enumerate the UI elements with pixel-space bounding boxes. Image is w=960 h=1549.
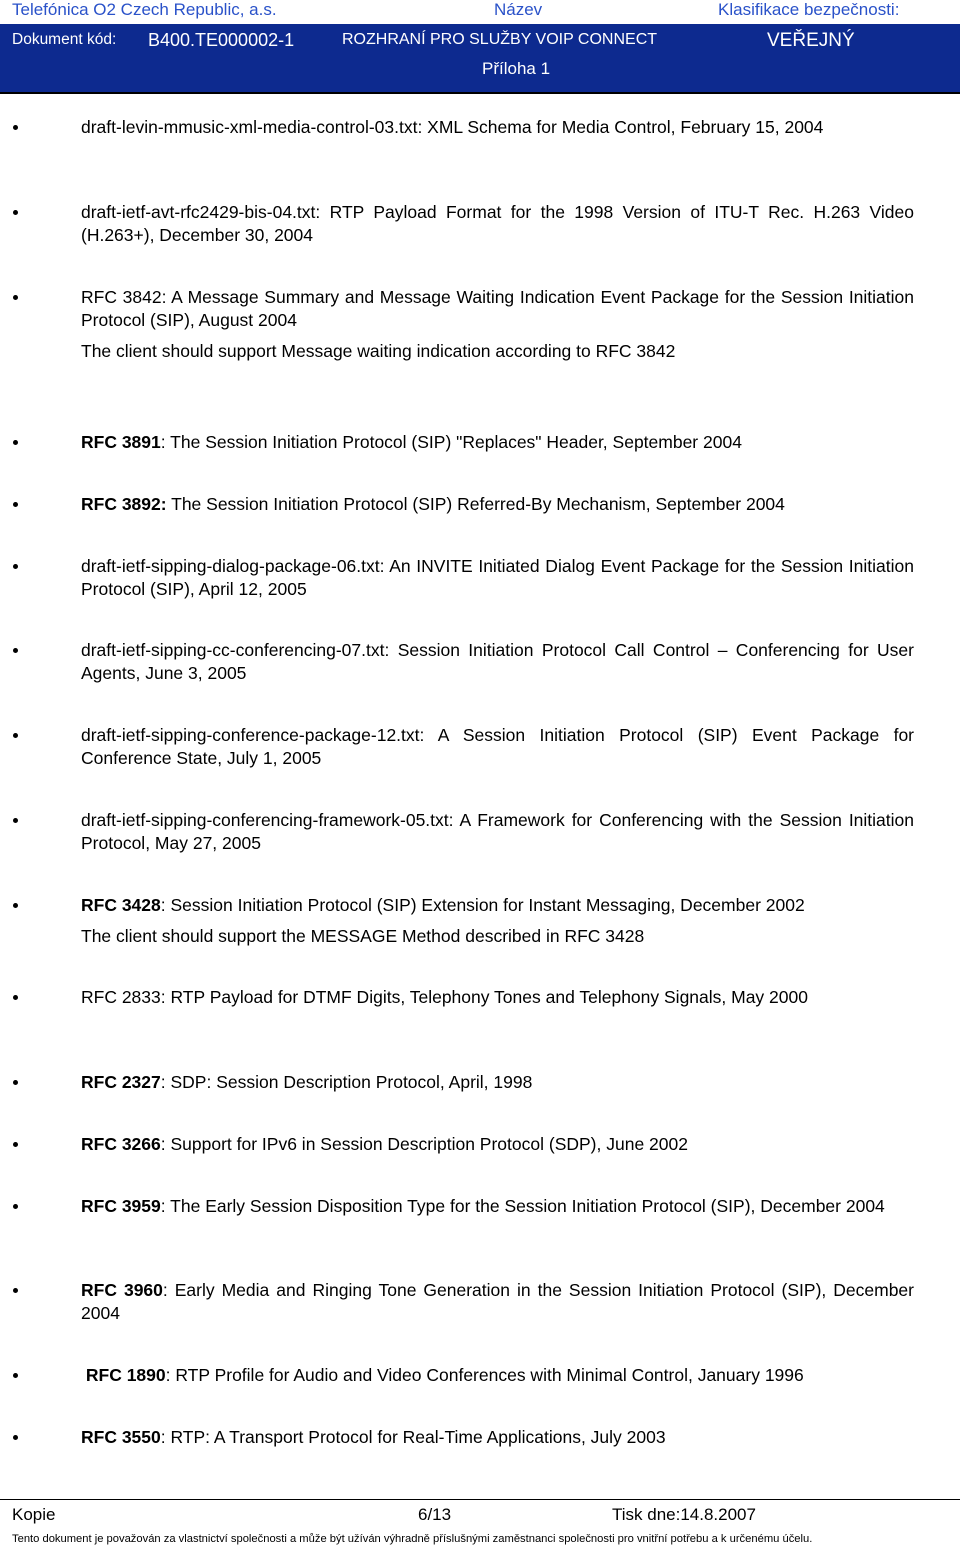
list-item [81, 639, 914, 685]
footer-page-number: 6/13 [418, 1505, 452, 1524]
footer-copy: Kopie [12, 1505, 56, 1524]
list-item [81, 286, 914, 363]
list-item: RFC 3428: Session Initiation Protocol (SIP) Extension for Instant Messaging, December 2002 The client should support the MESSAGE Method described in RFC 3428 [81, 894, 914, 948]
footer-ownership-note: Tento dokument je považován za vlastnictví společnosti a může být užíván výhradně příslušnými zaměstnanci společnosti pro vnitřní potřebu a k určenému účelu. [12, 1533, 813, 1545]
bullet-icon [13, 1080, 18, 1085]
item-text: draft-ietf-sipping-conferencing-framework-05.txt: A Framework for Conferencing with the Session Initiation Protocol, May 27, 2005 [81, 810, 914, 853]
name-label: Název [494, 0, 543, 19]
item-note: The client should support Message waiting indication according to RFC 3842 [81, 341, 676, 361]
bullet-icon [13, 1373, 18, 1378]
list-item [81, 809, 914, 855]
bullet-icon [13, 210, 18, 215]
list-item: RFC 1890: RTP Profile for Audio and Video Conferences with Minimal Control, January 1996 [81, 1364, 914, 1387]
list-item: RFC 3266: Support for IPv6 in Session Description Protocol (SDP), June 2002 [81, 1133, 914, 1156]
header-top-bar [0, 0, 960, 22]
footer-print-date: Tisk dne:14.8.2007 [612, 1505, 756, 1524]
item-note: The client should support the MESSAGE Method described in RFC 3428 [81, 926, 645, 946]
list-item [81, 116, 914, 139]
bullet-icon [13, 1435, 18, 1440]
item-text: : The Early Session Disposition Type for the Session Initiation Protocol (SIP), December 2004 [160, 1196, 885, 1216]
item-text: draft-levin-mmusic-xml-media-control-03.txt: XML Schema for Media Control, February 15, 2004 [81, 117, 824, 137]
item-text: draft-ietf-sipping-dialog-package-06.txt: An INVITE Initiated Dialog Event Package for the Session Initiation Protocol (SIP), April 12, 2005 [81, 556, 914, 599]
list-item: RFC 3891: The Session Initiation Protocol (SIP) "Replaces" Header, September 2004 [81, 431, 914, 454]
item-text: : Early Media and Ringing Tone Generation in the Session Initiation Protocol (SIP), December 2004 [81, 1280, 914, 1323]
list-item [81, 201, 914, 247]
doc-title: ROZHRANÍ PRO SLUŽBY VOIP CONNECT [342, 31, 658, 48]
bullet-icon [13, 564, 18, 569]
list-item: RFC 3960: Early Media and Ringing Tone Generation in the Session Initiation Protocol (SIP), December 2004 [81, 1279, 914, 1325]
list-item: RFC 3550: RTP: A Transport Protocol for Real-Time Applications, July 2003 [81, 1426, 914, 1449]
list-item [81, 724, 914, 770]
item-text: : Session Initiation Protocol (SIP) Extension for Instant Messaging, December 2002 [160, 895, 805, 915]
item-text: RFC 2833: RTP Payload for DTMF Digits, Telephony Tones and Telephony Signals, May 2000 [81, 987, 808, 1007]
bullet-icon [13, 1142, 18, 1147]
bullet-icon [13, 440, 18, 445]
classification-value: VEŘEJNÝ [767, 30, 855, 51]
header-divider [0, 92, 960, 94]
classification-label: Klasifikace bezpečnosti: [718, 0, 900, 19]
list-item [81, 555, 914, 601]
footer-divider [0, 1499, 960, 1500]
list-item: RFC 3959: The Early Session Disposition Type for the Session Initiation Protocol (SIP), December 2004 [81, 1195, 914, 1218]
bullet-icon [13, 295, 18, 300]
item-text: RFC 3842: A Message Summary and Message Waiting Indication Event Package for the Session Initiation Protocol (SIP), August 2004 [81, 287, 914, 330]
doc-code: B400.TE000002-1 [148, 30, 295, 50]
item-text: : SDP: Session Description Protocol, April, 1998 [160, 1072, 533, 1092]
item-text: : The Session Initiation Protocol (SIP) "Replaces" Header, September 2004 [160, 432, 742, 452]
list-item: RFC 3892: The Session Initiation Protocol (SIP) Referred-By Mechanism, September 2004 [81, 493, 914, 516]
bullet-icon [13, 733, 18, 738]
bullet-icon [13, 1204, 18, 1209]
company-name: Telefónica O2 Czech Republic, a.s. [12, 0, 277, 19]
bullet-icon [13, 818, 18, 823]
bullet-icon [13, 648, 18, 653]
list-item: RFC 2327: SDP: Session Description Protocol, April, 1998 [81, 1071, 914, 1094]
item-text: draft-ietf-avt-rfc2429-bis-04.txt: RTP Payload Format for the 1998 Version of ITU-T Rec. H.263 Video (H.263+), December 30, 2004 [81, 202, 914, 245]
item-text: draft-ietf-sipping-cc-conferencing-07.txt: Session Initiation Protocol Call Control – Conferencing for User Agents, June 3, 2005 [81, 640, 914, 683]
bullet-icon [13, 903, 18, 908]
bullet-icon [13, 502, 18, 507]
item-text: draft-ietf-sipping-conference-package-12.txt: A Session Initiation Protocol (SIP) Event Package for Conference State, July 1, 2005 [81, 725, 914, 768]
item-text: : Support for IPv6 in Session Description Protocol (SDP), June 2002 [160, 1134, 688, 1154]
doc-code-label: Dokument kód: [12, 31, 117, 48]
appendix-label: Příloha 1 [482, 59, 551, 78]
item-text: : RTP: A Transport Protocol for Real-Time Applications, July 2003 [160, 1427, 666, 1447]
bullet-icon [13, 1288, 18, 1293]
header-main-bar [0, 24, 960, 92]
item-text: The Session Initiation Protocol (SIP) Referred-By Mechanism, September 2004 [166, 494, 785, 514]
bullet-icon [13, 995, 18, 1000]
bullet-icon [13, 125, 18, 130]
list-item [81, 986, 914, 1009]
item-text: : RTP Profile for Audio and Video Conferences with Minimal Control, January 1996 [165, 1365, 804, 1385]
